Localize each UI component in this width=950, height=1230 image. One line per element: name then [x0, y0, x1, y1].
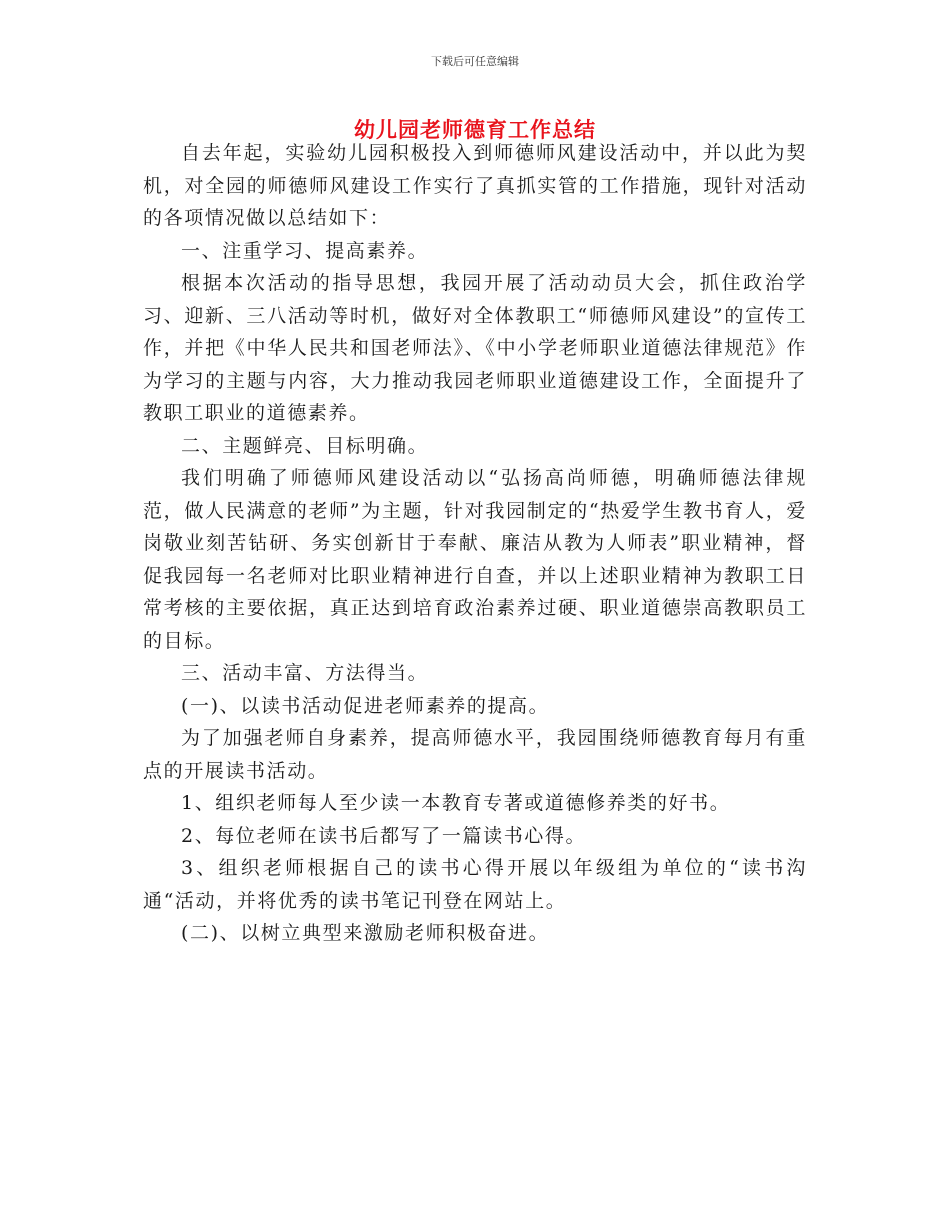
- subsection-heading-2: (二)、以树立典型来激励老师积极奋进。: [181, 922, 550, 944]
- page-header-note: 下载后可任意编辑: [431, 55, 519, 68]
- list-item-2: 2、每位老师在读书后都写了一篇读书心得。: [181, 824, 587, 847]
- list-item-1: 1、组织老师每人至少读一本教育专著或道德修养类的好书。: [181, 792, 731, 814]
- paragraph-subsection-1: 为了加强老师自身素养，提高师德水平，我园围绕师德教育每月有重点的开展读书活动。: [143, 727, 807, 782]
- list-item-3: 3、组织老师根据自己的读书心得开展以年级组为单位的“读书沟通“活动，并将优秀的读书笔记刊登在网站上。: [143, 857, 807, 912]
- section-heading-2: 二、主题鲜亮、目标明确。: [181, 434, 429, 457]
- document-body: [143, 137, 807, 950]
- subsection-heading-1: (一)、以读书活动促进老师素养的提高。: [181, 694, 550, 717]
- section-heading-3: 三、活动丰富、方法得当。: [181, 662, 429, 684]
- paragraph-section-1: 根据本次活动的指导思想，我园开展了活动动员大会，抓住政治学习、迎新、三八活动等时机，做好对全体教职工“师德师风建设”的宣传工作，并把《中华人民共和国老师法》、《中小学老师职业道德法律规范》作为学习的主题与内容，大力推动我园老师职业道德建设工作，全面提升了教职工职业的道德素养。: [143, 272, 807, 424]
- paragraph-section-2: 我们明确了师德师风建设活动以“弘扬高尚师德，明确师德法律规范，做人民满意的老师”为主题，针对我园制定的“热爱学生教书育人，爱岗敬业刻苦钻研、务实创新甘于奉献、廉洁从教为人师表”职业精神，督促我园每一名老师对比职业精神进行自查，并以上述职业精神为教职工日常考核的主要依据，真正达到培育政治素养过硬、职业道德崇高教职员工的目标。: [143, 467, 807, 652]
- document-title: 幼儿园老师德育工作总结: [354, 118, 596, 142]
- section-heading-1: 一、注重学习、提高素养。: [181, 239, 429, 262]
- paragraph-intro: 自去年起，实验幼儿园积极投入到师德师风建设活动中，并以此为契机，对全园的师德师风建设工作实行了真抓实管的工作措施，现针对活动的各项情况做以总结如下：: [143, 142, 807, 229]
